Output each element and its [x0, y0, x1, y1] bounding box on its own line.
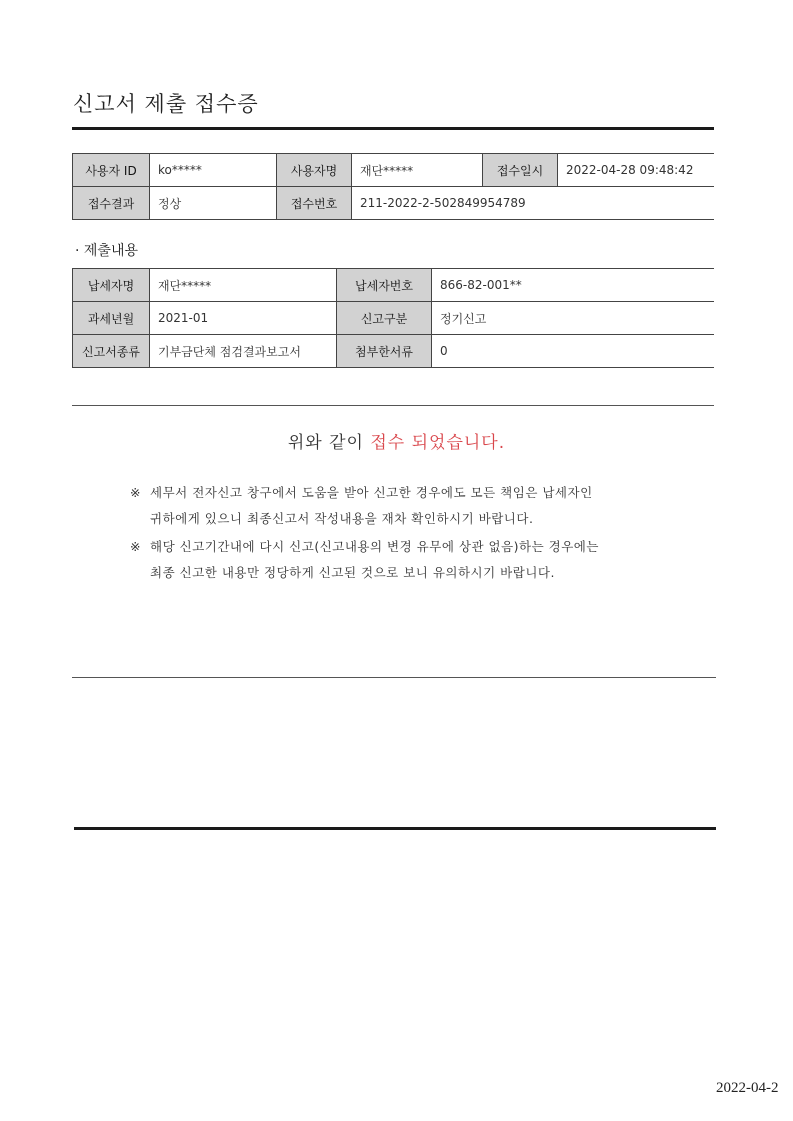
table-row [73, 187, 715, 220]
section-title: · 제출내용 [75, 243, 138, 259]
notice-2-line-2: 최종 신고한 내용만 정당하게 신고된 것으로 보니 유의하시기 바랍니다. [150, 565, 555, 580]
form-type-label: 신고서종류 [73, 335, 150, 368]
attachments-label: 첨부한서류 [337, 335, 432, 368]
user-name-value: 재단***** [352, 154, 483, 187]
accepted-message-highlight: 접수 되었습니다. [370, 433, 506, 453]
submission-table [72, 268, 714, 368]
user-name-label: 사용자명 [277, 154, 352, 187]
notice-2 [130, 534, 599, 586]
accepted-message [0, 428, 793, 453]
table-row [73, 302, 715, 335]
receipt-no-value: 211-2022-2-502849954789 [352, 187, 715, 220]
table-row [73, 269, 715, 302]
attachments-value: 0 [432, 335, 715, 368]
table-row [73, 335, 715, 368]
reference-mark-icon: ※ [130, 539, 141, 554]
taxpayer-name-value: 재단***** [150, 269, 337, 302]
reference-mark-icon: ※ [130, 485, 141, 500]
form-type-value: 기부금단체 점검결과보고서 [150, 335, 337, 368]
taxpayer-no-label: 납세자번호 [337, 269, 432, 302]
report-type-label: 신고구분 [337, 302, 432, 335]
result-label: 접수결과 [73, 187, 150, 220]
divider [72, 405, 714, 406]
notice-1-line-1: 세무서 전자신고 창구에서 도움을 받아 신고한 경우에도 모든 책임은 납세자인 [150, 485, 593, 500]
notice-2-line-1: 해당 신고기간내에 다시 신고(신고내용의 변경 유무에 상관 없음)하는 경우에는 [150, 539, 599, 554]
tax-period-value: 2021-01 [150, 302, 337, 335]
receipt-info-table [72, 153, 714, 220]
user-id-value: ko***** [150, 154, 277, 187]
title-underline [72, 127, 714, 130]
receipt-no-label: 접수번호 [277, 187, 352, 220]
notice-1 [130, 480, 593, 532]
user-id-label: 사용자 ID [73, 154, 150, 187]
receipt-datetime-value: 2022-04-28 09:48:42 [558, 154, 715, 187]
bottom-rule [74, 827, 716, 830]
page-title: 신고서 제출 접수증 [73, 92, 259, 116]
table-row [73, 154, 715, 187]
taxpayer-name-label: 납세자명 [73, 269, 150, 302]
result-value: 정상 [150, 187, 277, 220]
accepted-message-prefix: 위와 같이 [287, 433, 371, 453]
notice-1-line-2: 귀하에게 있으니 최종신고서 작성내용을 재차 확인하시기 바랍니다. [150, 511, 534, 526]
receipt-datetime-label: 접수일시 [483, 154, 558, 187]
taxpayer-no-value: 866-82-001** [432, 269, 715, 302]
divider [72, 677, 716, 678]
footer-date-stamp: 2022-04-2 [716, 1080, 779, 1096]
tax-period-label: 과세년월 [73, 302, 150, 335]
report-type-value: 정기신고 [432, 302, 715, 335]
